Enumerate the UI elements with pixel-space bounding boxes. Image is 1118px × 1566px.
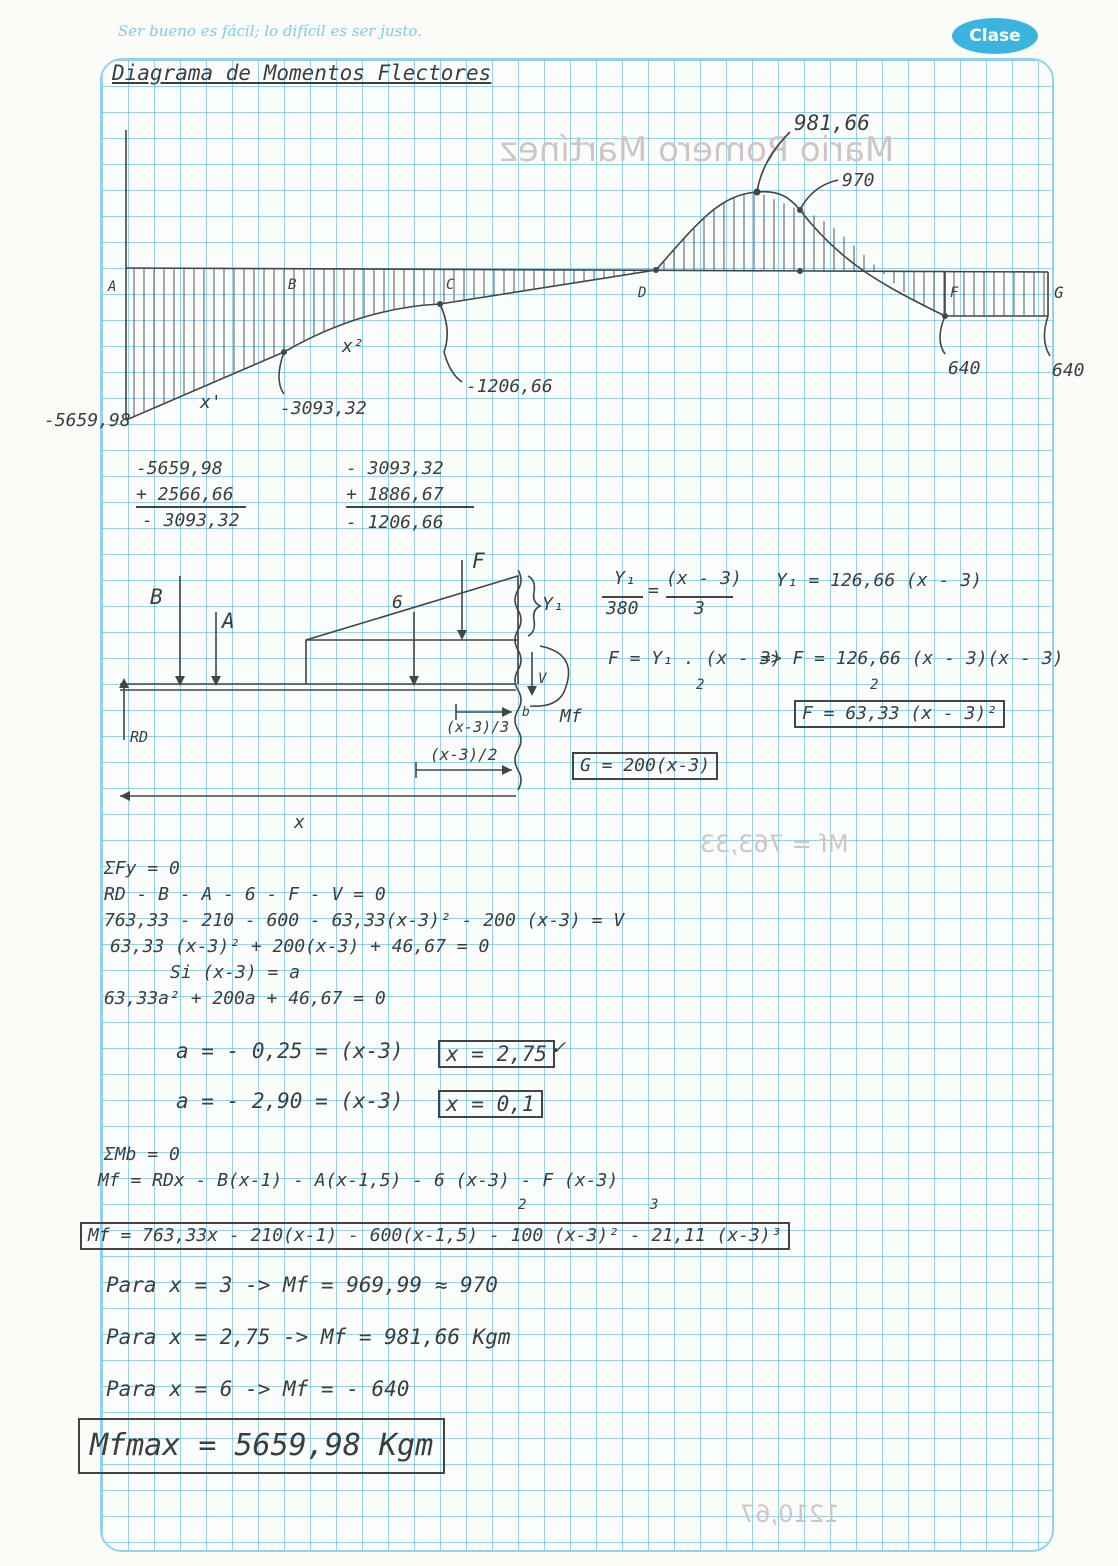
value-start: -5659,98 (44, 410, 131, 431)
value-peak: 981,66 (794, 111, 870, 135)
curve-label-x1: x' (200, 392, 222, 413)
point-c-label: C (446, 277, 455, 293)
eq-sum-mb: ΣMb = 0 (104, 1144, 180, 1165)
eq-f1: F = Y₁ . (x - 3) (608, 648, 782, 669)
dim-half: (x-3)/2 (430, 745, 498, 764)
root-1: a = - 0,25 = (x-3) (176, 1039, 404, 1063)
eval-x275: Para x = 2,75 -> Mf = 981,66 Kgm (106, 1325, 511, 1349)
motto: Ser bueno es fácil; lo difícil es ser justo. (118, 22, 422, 40)
root-1-box: x = 2,75 (438, 1040, 555, 1068)
fbd-label-a: A (222, 609, 235, 633)
fbd-label-y1: Y₁ (542, 594, 564, 615)
sub1-result: - 3093,32 (142, 510, 240, 531)
fbd-label-f: F (472, 549, 485, 573)
bleed-through-bottom: 1210,67 (740, 1500, 840, 1528)
value-at-b: -3093,32 (280, 398, 367, 419)
fbd-label-b-point: b (522, 705, 530, 720)
point-f-label: F (950, 285, 959, 301)
ratio-equals: = (648, 580, 659, 601)
root-2-box: x = 0,1 (438, 1090, 543, 1118)
sub2-line1: - 3093,32 (346, 458, 444, 479)
value-at-f: 640 (948, 358, 981, 379)
eq-mf-general: Mf = RDx - B(x-1) - A(x-1,5) - 6 (x-3) - F (x-3) (98, 1170, 619, 1191)
eq-sum-forces: RD - B - A - 6 - F - V = 0 (104, 884, 386, 905)
value-at-x3: 970 (842, 170, 875, 191)
eq-sum-fy: ΣFy = 0 (104, 858, 180, 879)
fbd-label-mf: Mf (560, 706, 582, 727)
eq-g: G = 200(x-3) (572, 752, 718, 780)
dim-third: (x-3)/3 (446, 718, 510, 736)
bleed-through-mid: Mf = 763,33 (700, 830, 849, 858)
point-a-label: A (108, 279, 117, 295)
ratio-den: 380 (602, 596, 643, 620)
ratio-rnum: (x - 3) (666, 568, 742, 589)
value-at-g: 640 (1052, 360, 1085, 381)
eq-f1-den: 2 (696, 677, 705, 693)
sub2-line2: + 1886,67 (346, 484, 474, 508)
eq-v-expression: 763,33 - 210 - 600 - 63,33(x-3)² - 200 (x-3) = V (104, 910, 625, 931)
point-d-label: D (638, 285, 647, 301)
clase-logo: Clase (952, 18, 1038, 54)
ratio-num: Y₁ (614, 568, 636, 589)
fbd-label-rd: RD (130, 728, 149, 746)
value-at-c: -1206,66 (466, 376, 553, 397)
eq-quadratic-a: 63,33a² + 200a + 46,67 = 0 (104, 988, 386, 1009)
fbd-label-x: x (294, 812, 305, 833)
eq-y1: Y₁ = 126,66 (x - 3) (776, 570, 982, 591)
point-b-label: B (288, 277, 297, 293)
eq-mf-den2: 3 (650, 1197, 659, 1213)
eq-mf-final: Mf = 763,33x - 210(x-1) - 600(x-1,5) - 100 (x-3)² - 21,11 (x-3)³ (80, 1222, 790, 1250)
eval-x3: Para x = 3 -> Mf = 969,99 ≈ 970 (106, 1273, 498, 1297)
eval-x6: Para x = 6 -> Mf = - 640 (106, 1377, 410, 1401)
fbd-label-b: B (150, 585, 163, 609)
ratio-rden: 3 (666, 596, 733, 620)
diagram-title: Diagrama de Momentos Flectores (112, 61, 492, 85)
fbd-label-six: 6 (392, 592, 403, 613)
bleed-through-top: Mario Romero Martínez (500, 130, 895, 170)
eq-f3: F = 63,33 (x - 3)² (794, 700, 1005, 728)
eq-mf-den1: 2 (518, 1197, 527, 1213)
mf-max-result: Mfmax = 5659,98 Kgm (78, 1418, 445, 1474)
root-2: a = - 2,90 = (x-3) (176, 1089, 404, 1113)
eq-f2: => F = 126,66 (x - 3)(x - 3) (760, 648, 1064, 669)
point-g-label: G (1054, 283, 1064, 302)
sub1-line2: + 2566,66 (136, 484, 246, 508)
sub1-line1: -5659,98 (136, 458, 223, 479)
sub2-result: - 1206,66 (346, 512, 444, 533)
eq-quadratic-x: 63,33 (x-3)² + 200(x-3) + 46,67 = 0 (110, 936, 490, 957)
eq-substitution: Si (x-3) = a (170, 962, 301, 983)
fbd-label-v: V (538, 671, 547, 687)
check-mark: ✓ (552, 1035, 565, 1059)
eq-f2-den: 2 (870, 677, 879, 693)
curve-label-x2: x² (342, 336, 364, 357)
